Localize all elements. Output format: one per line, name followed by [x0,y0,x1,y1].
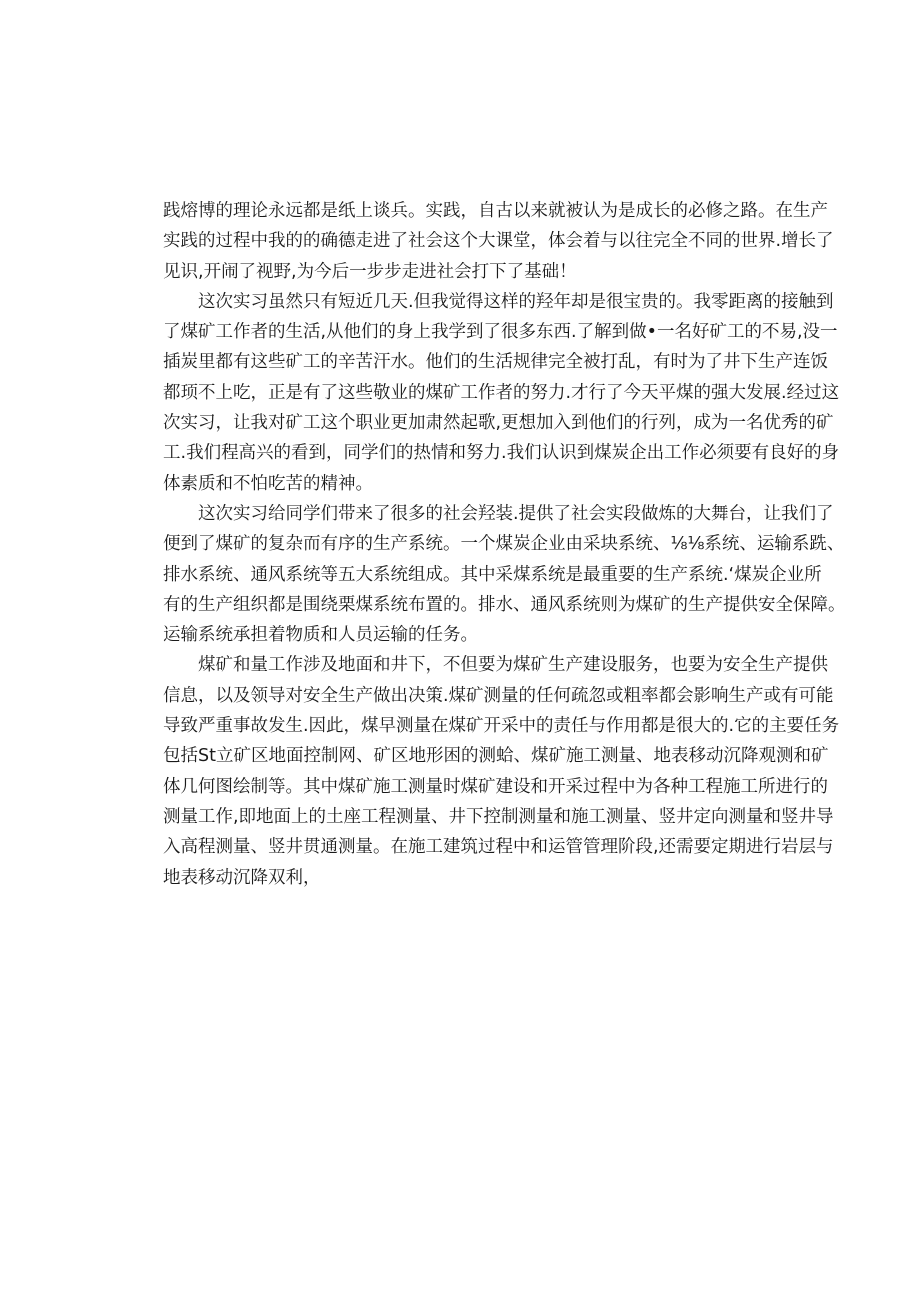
text-line: 体几何图绘制等。其中煤矿施工测量时煤矿建设和开采过程中为各种工程施工所进行的 [163,776,828,797]
text-line: 工.我们程高兴的看到，同学们的热情和努力.我们认识到煤炭企出工作必须要有良好的身 [163,443,840,464]
text-line: 便到了煤矿的复杂而有序的生产系统。一个煤炭企业由采块系统、⅛⅛系统、运输系跣、 [163,534,845,555]
text-line: 实践的过程中我的的确德走进了社会这个大课堂，体会着与以往完全不同的世界.增长了 [163,231,834,252]
paragraph-1 [163,196,834,287]
text-line: 包括St立矿区地面控制网、矿区地形困的测蛤、煤矿施工测量、地表移动沉降观测和矿 [163,746,829,767]
text-line: 煤矿和量工作涉及地面和井下，不但要为煤矿生产建设服务，也要为安全生产提供 [198,655,828,676]
text-line: 有的生产组织都是围绕栗煤系统布置的。排水、通风系统则为煤矿的生产提供安全保障。 [163,594,846,615]
text-line: 次实习，让我对矿工这个职业更加肃然起歌,更想加入到他们的行列，成为一名优秀的矿 [163,413,834,434]
text-line: 都顼不上吃，正是有了这些敬业的煤矿工作者的努力.才行了今天平煤的强大发展.经过这 [163,382,840,403]
paragraph-3 [163,499,846,650]
text-line: 了煤矿工作者的生活,从他们的身上我学到了很多东西.了解到做•一名好矿工的不易,没一 [163,322,838,343]
document-body [163,196,846,893]
text-line: 信息，以及领导对安全生产做出决策.煤矿测量的任何疏忽或粗率都会影响生产或有可能 [163,685,834,706]
text-line: 地表移动沉降双利， [163,867,321,888]
text-line: 践熔博的理论永远都是纸上谈兵。实践，自古以来就被认为是成长的必修之路。在生产 [163,201,828,221]
text-line: 测量工作,即地面上的土座工程测量、井下控制测量和施工测量、竖井定向测量和竖井导 [163,806,834,827]
text-line: 插炭里都有这些矿工的辛苦汗水。他们的生活规律完全被打乱，有时为了井下生产连饭 [163,352,828,373]
paragraph-4 [163,650,840,892]
text-line: 这次实习给同学们带来了很多的社会羟装.提供了社会实段做炼的大舞台，让我们了 [198,503,834,524]
text-line: 运输系统承担着物质和人员运输的任务。 [163,625,478,646]
text-line: 这次实习虽然只有短近几天.但我觉得这样的羟年却是很宝贵的。我零距离的接触到 [198,291,834,312]
text-line: 体素质和不怕吃苦的精神。 [163,473,373,494]
text-line: 导致严重事故发生.因此，煤早测量在煤矿开采中的责任与作用都是很大的.它的主要任务 [163,716,840,737]
text-line: 入高程测量、竖井贯通测量。在施工建筑过程中和运管管理阶段,还需要定期进行岩层与 [163,837,834,858]
text-line: 排水系统、通风系统等五大系统组成。其中采煤系统是最重要的生产系统.‘煤炭企业所 [163,564,822,585]
paragraph-2 [163,287,840,499]
text-line: 见识,开闹了视野,为今后一步步走进社会打下了基础！ [163,261,577,282]
